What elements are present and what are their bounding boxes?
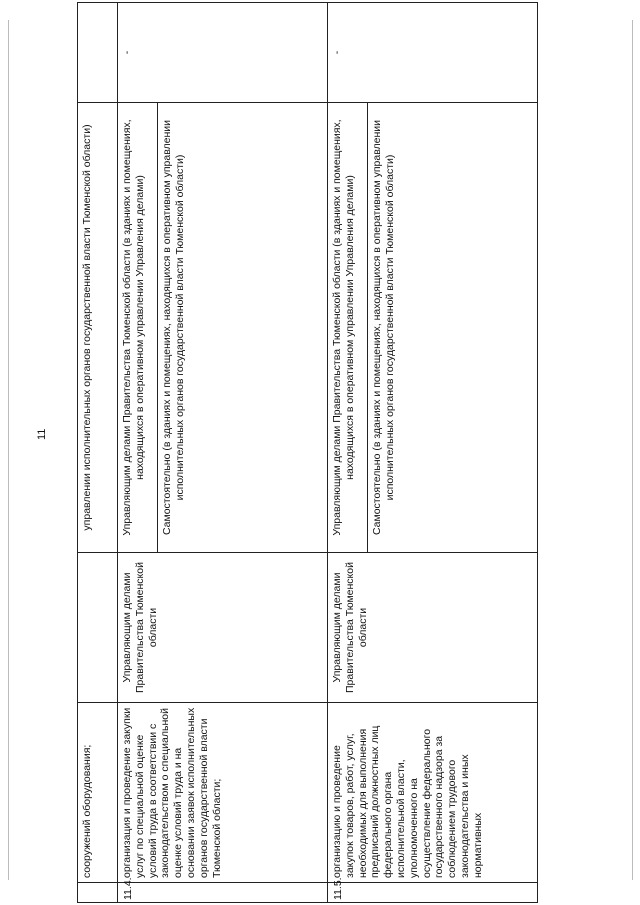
note-cell: - (118, 3, 328, 103)
note-cell (78, 3, 118, 103)
row-number-cell: 11.5. (328, 883, 538, 903)
responsible-cell: Управляющим делами Правительства Тюменской области (328, 553, 538, 703)
rotated-table-container (77, 3, 637, 903)
note-cell: - (328, 3, 538, 103)
table-row (118, 3, 158, 903)
executor-cell-secondary: Самостоятельно (в зданиях и помещениях, находящихся в оперативном управлении исполнительных органов государственной власти Тюменской области) (158, 103, 328, 553)
activity-cell: организация и проведение закупки услуг по специальной оценке условий труда в соответствии с законодательством о специальной оценке условий труда и на основании заявок исполнительных органов государственной власти Тюменской области; (118, 703, 328, 883)
page-number: 11 (36, 428, 48, 440)
table-row (328, 3, 368, 903)
row-number-cell (78, 883, 118, 903)
executor-cell-secondary: Самостоятельно (в зданиях и помещениях, находящихся в оперативном управлении исполнительных органов государственной власти Тюменской области) (368, 103, 538, 553)
activity-cell: организацию и проведение закупок товаров, работ, услуг, необходимых для выполнения предписаний должностных лиц федерального органа исполнительной власти, уполномоченного на осуществление федерального государственного надзора за соблюдением трудового законодательства и иных нормативных (328, 703, 538, 883)
responsible-cell: Управляющим делами Правительства Тюменской области (118, 553, 328, 703)
executor-cell-primary: Управляющим делами Правительства Тюменской области (в зданиях и помещениях, находящихся в оперативном управлении Управления делами) (328, 103, 368, 553)
scan-edge-right (632, 20, 633, 880)
table-row (78, 3, 118, 903)
scan-edge-left (8, 20, 9, 880)
executor-cell: управлении исполнительных органов государственной власти Тюменской области) (78, 103, 118, 553)
responsibility-table (77, 2, 538, 903)
responsible-cell (78, 553, 118, 703)
row-number-cell: 11.4. (118, 883, 328, 903)
executor-cell-primary: Управляющим делами Правительства Тюменской области (в зданиях и помещениях, находящихся в оперативном управлении Управления делами) (118, 103, 158, 553)
activity-cell: сооружений оборудования; (78, 703, 118, 883)
